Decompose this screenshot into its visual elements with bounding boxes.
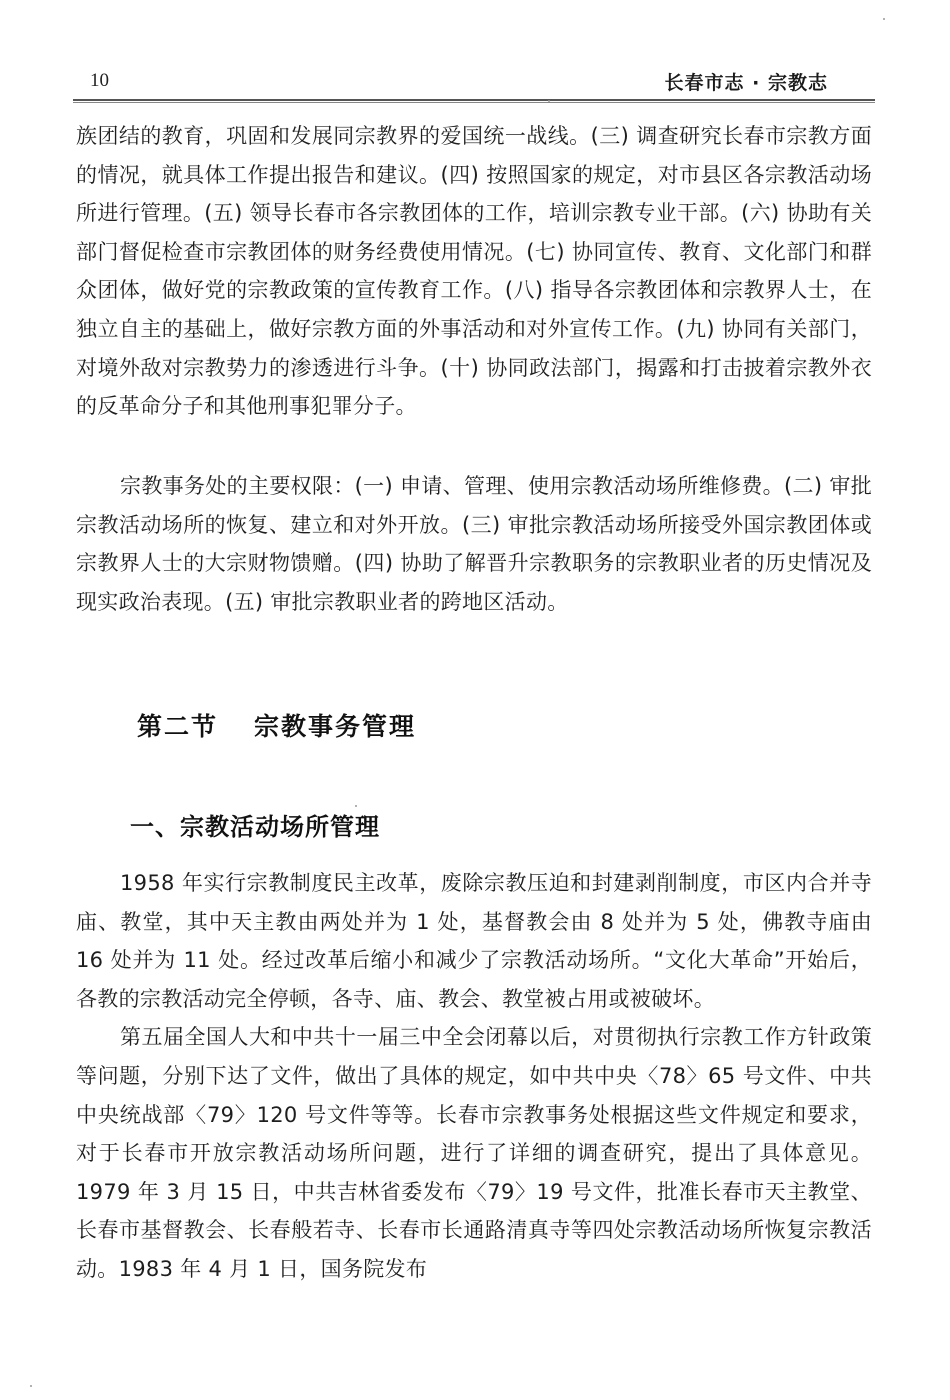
page-number: 10 [90,70,109,91]
duties-continuation [76,117,872,426]
paragraph: 族团结的教育，巩固和发展同宗教界的爱国统一战线。(三) 调查研究长春市宗教方面的情况，就具体工作提出报告和建议。(四) 按照国家的规定，对市县区各宗教活动场所进行管理。(五) 领导长春市各宗教团体的工作，培训宗教专业干部。(六) 协助有关部门督促检查市宗教团体的财务经费使用情况。(七) 协同宣传、教育、文化部门和群众团体，做好党的宗教政策的宣传教育工作。(八) 指导各宗教团体和宗教界人士，在独立自主的基础上，做好宗教方面的外事活动和对外宣传工作。(九) 协同有关部门，对境外敌对宗教势力的渗透进行斗争。(十) 协同政法部门，揭露和打击披着宗教外衣的反革命分子和其他刑事犯罪分子。 [76,124,872,419]
venue-management-text [76,864,872,1289]
section-title: 宗教事务管理 [254,712,417,741]
paragraph: 1958 年实行宗教制度民主改革，废除宗教压迫和封建剥削制度，市区内合并寺庙、教堂，其中天主教由两处并为 1 处，基督教会由 8 处并为 5 处，佛教寺庙由 16 处并为 11 处。经过改革后缩小和减少了宗教活动场所。“文化大革命”开始后，各教的宗教活动完全停顿，各寺、庙、教会、教堂被占用或被破坏。 [76,871,872,1011]
paragraph: 宗教事务处的主要权限：(一) 申请、管理、使用宗教活动场所维修费。(二) 审批宗教活动场所的恢复、建立和对外开放。(三) 审批宗教活动场所接受外国宗教团体或宗教界人士的大宗财物馈赠。(四) 协助了解晋升宗教职务的宗教职业者的历史情况及现实政治表现。(五) 审批宗教职业者的跨地区活动。 [76,474,872,614]
section-number: 第二节 [137,712,219,741]
section-heading [137,707,416,743]
authority-paragraph-block [76,467,872,621]
scan-speck [548,100,550,102]
scan-speck [30,1385,32,1387]
paragraph: 第五届全国人大和中共十一届三中全会闭幕以后，对贯彻执行宗教工作方针政策等问题，分别下达了文件，做出了具体的规定，如中共中央〈78〉65 号文件、中共中央统战部〈79〉120 号文件等等。长春市宗教事务处根据这些文件规定和要求，对于长春市开放宗教活动场所问题，进行了详细的调查研究，提出了具体意见。1979 年 3 月 15 日，中共吉林省委发布〈79〉19 号文件，批准长春市天主教堂、长春市基督教会、长春般若寺、长春市长通路清真寺等四处宗教活动场所恢复宗教活动。1983 年 4 月 1 日，国务院发布 [76,1025,872,1281]
scan-speck [355,805,357,807]
subsection-heading: 一、宗教活动场所管理 [130,813,380,841]
header-rule [73,99,875,103]
scan-speck [883,18,885,20]
running-head: 长春市志 · 宗教志 [664,72,828,94]
